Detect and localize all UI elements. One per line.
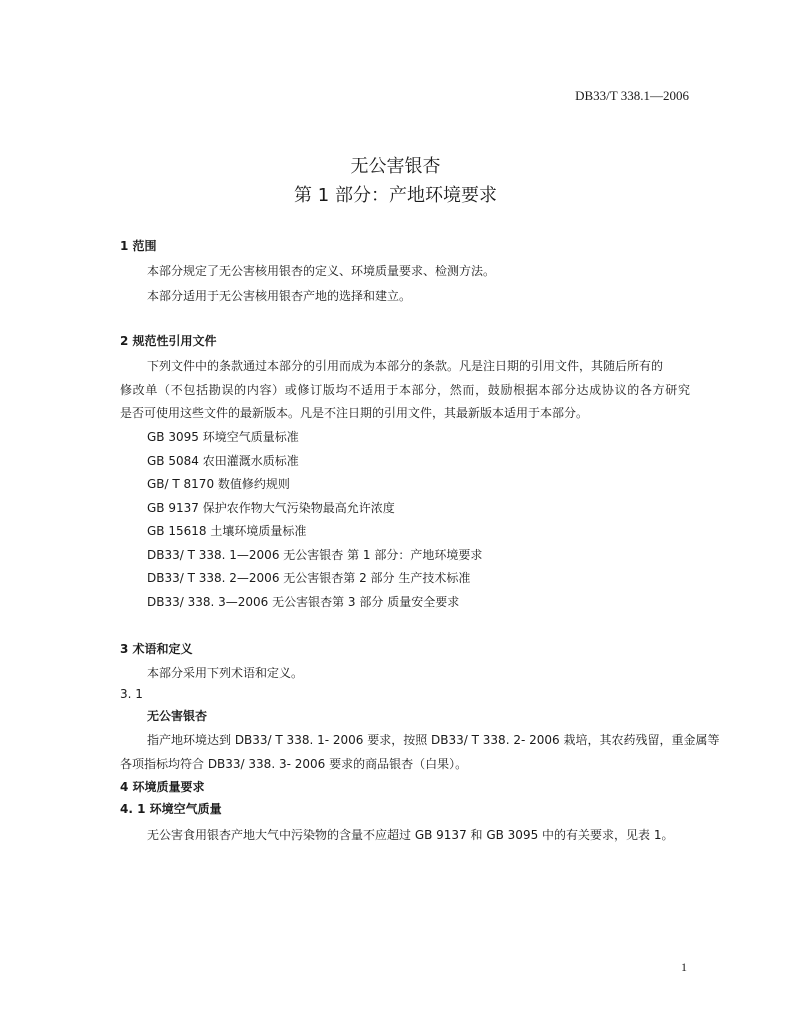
section-4-1-heading: 4. 1 环境空气质量 — [120, 802, 222, 816]
section-2-paragraph-line-1: 下列文件中的条款通过本部分的引用而成为本部分的条款。凡是注日期的引用文件，其随后所有的 — [147, 359, 664, 373]
page-number: 1 — [681, 960, 687, 974]
section-3-heading: 3 术语和定义 — [120, 642, 193, 656]
reference-item: DB33/ 338. 3—2006 无公害银杏第 3 部分 质量安全要求 — [147, 595, 460, 609]
section-4-1-paragraph: 无公害食用银杏产地大气中污染物的含量不应超过 GB 9137 和 GB 3095 中的有关要求，见表 1。 — [147, 828, 674, 842]
reference-item: GB 5084 农田灌溉水质标准 — [147, 454, 299, 468]
term-number: 3. 1 — [120, 687, 143, 701]
reference-item: DB33/ T 338. 1—2006 无公害银杏 第 1 部分：产地环境要求 — [147, 548, 483, 562]
section-2-paragraph-line-2: 修改单（不包括勘误的内容）或修订版均不适用于本部分，然而，鼓励根据本部分达成协议的各方研究 — [120, 383, 690, 397]
section-2-heading: 2 规范性引用文件 — [120, 334, 217, 348]
section-1-paragraph-2: 本部分适用于无公害核用银杏产地的选择和建立。 — [147, 289, 412, 303]
section-1-paragraph-1: 本部分规定了无公害核用银杏的定义、环境质量要求、检测方法。 — [147, 264, 496, 278]
reference-item: GB 9137 保护农作物大气污染物最高允许浓度 — [147, 501, 395, 515]
document-subtitle: 第 1 部分：产地环境要求 — [294, 185, 497, 206]
document-number: DB33/T 338.1—2006 — [575, 88, 689, 103]
section-4-heading: 4 环境质量要求 — [120, 780, 205, 794]
term-definition-line-1: 指产地环境达到 DB33/ T 338. 1- 2006 要求，按照 DB33/ T 338. 2- 2006 栽培，其农药残留，重金属等 — [147, 733, 720, 747]
section-3-intro: 本部分采用下列术语和定义。 — [147, 666, 304, 680]
term-name: 无公害银杏 — [147, 709, 208, 723]
reference-item: GB/ T 8170 数值修约规则 — [147, 477, 290, 491]
section-2-paragraph-line-3: 是否可使用这些文件的最新版本。凡是不注日期的引用文件，其最新版本适用于本部分。 — [120, 406, 589, 420]
section-1-heading: 1 范围 — [120, 239, 157, 253]
reference-item: GB 3095 环境空气质量标准 — [147, 430, 299, 444]
reference-item: DB33/ T 338. 2—2006 无公害银杏第 2 部分 生产技术标准 — [147, 571, 471, 585]
term-definition-line-2: 各项指标均符合 DB33/ 338. 3- 2006 要求的商品银杏（白果）。 — [120, 757, 468, 771]
document-title: 无公害银杏 — [350, 156, 441, 177]
reference-item: GB 15618 土壤环境质量标准 — [147, 524, 307, 538]
